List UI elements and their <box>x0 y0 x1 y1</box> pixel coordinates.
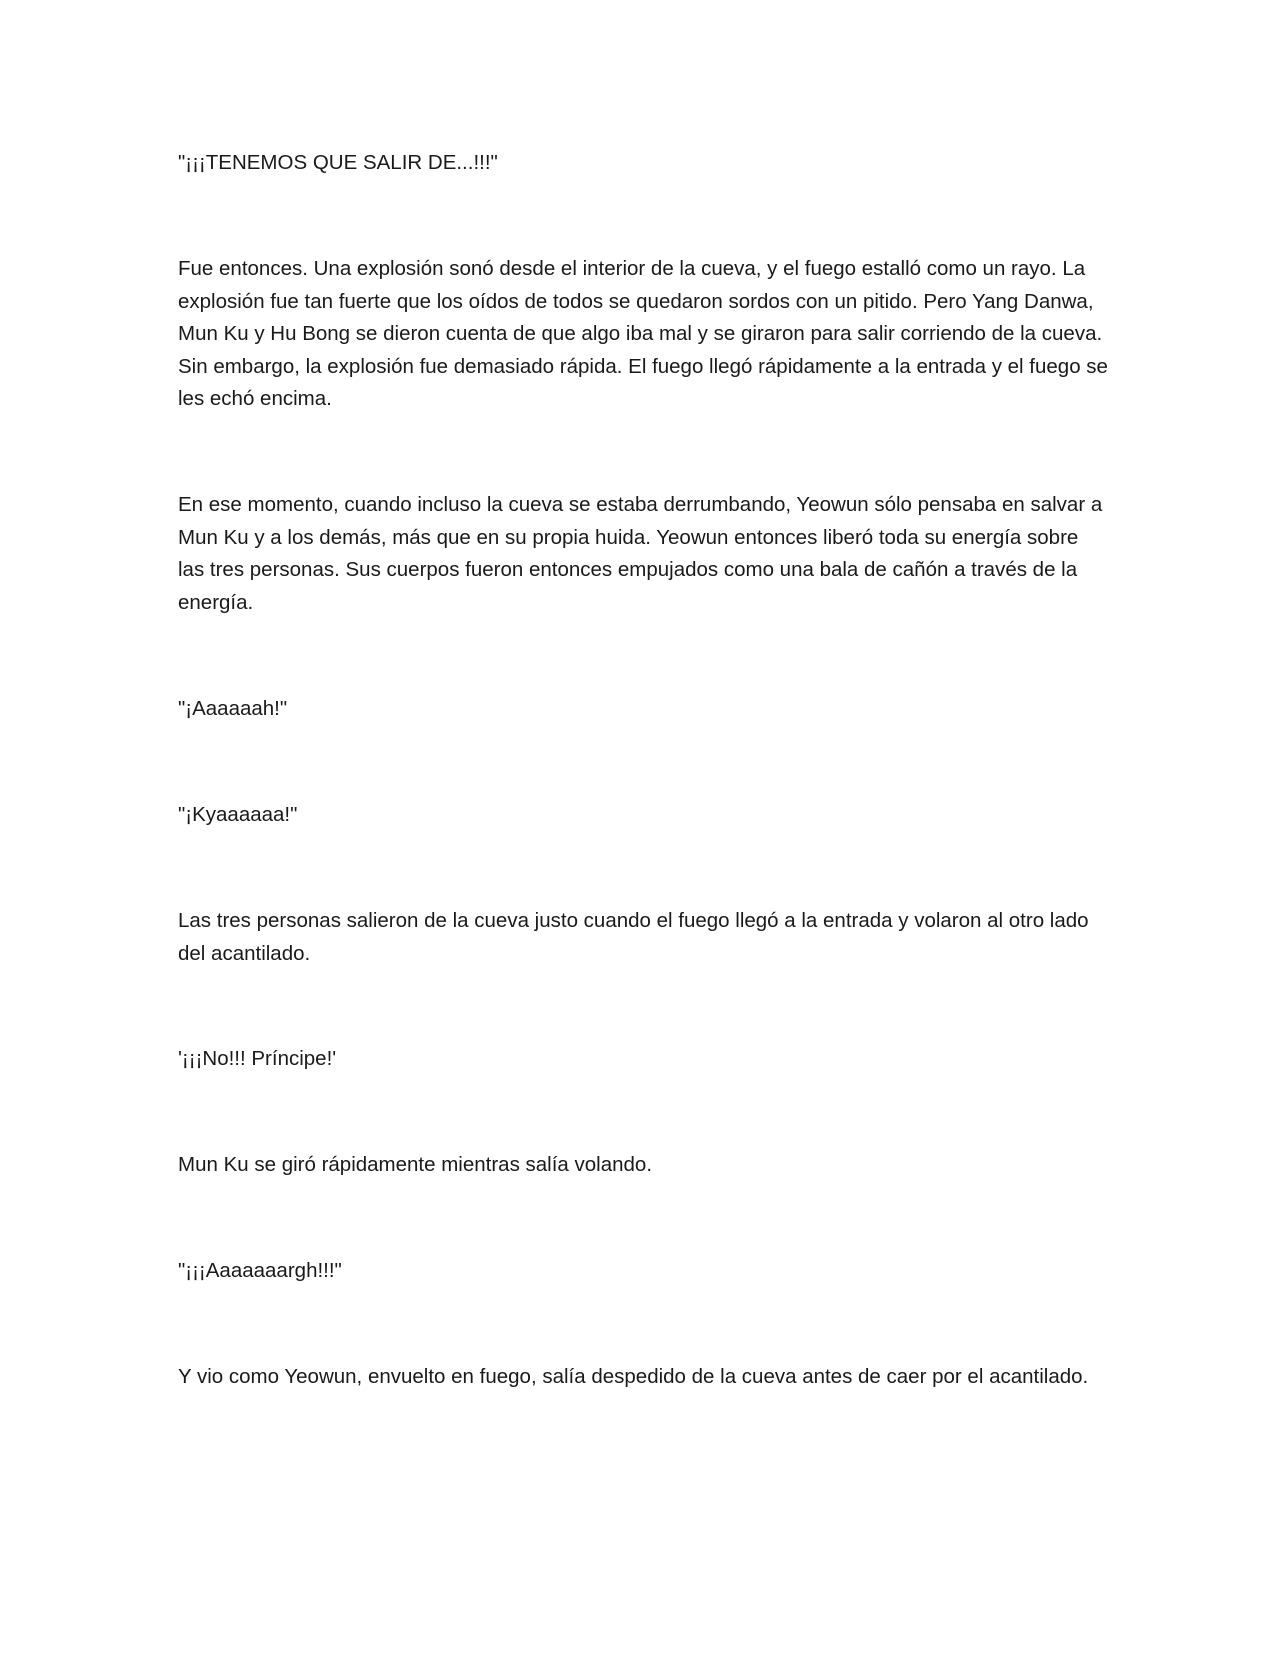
paragraph-explosion: Fue entonces. Una explosión sonó desde el interior de la cueva, y el fuego estalló como un rayo. La explosión fue tan fuerte que los oídos de todos se quedaron sordos con un pitido. Pero Yang Danwa, Mun Ku y Hu Bong se dieron cuenta de que algo iba mal y se giraron para salir corriendo de la cueva. Sin embargo, la explosión fue demasiado rápida. El fuego llegó rápidamente a la entrada y el fuego se les echó encima. <box>178 257 1108 410</box>
paragraph-shout-3: "¡Kyaaaaaa!" <box>178 803 298 826</box>
paragraph-thought: '¡¡¡No!!! Príncipe!' <box>178 1047 337 1070</box>
paragraph-mun-ku-turns: Mun Ku se giró rápidamente mientras salía volando. <box>178 1153 653 1176</box>
paragraph-yeowun-energy: En ese momento, cuando incluso la cueva se estaba derrumbando, Yeowun sólo pensaba en salvar a Mun Ku y a los demás, más que en su propia huida. Yeowun entonces liberó toda su energía sobre las tres personas. Sus cuerpos fueron entonces empujados como una bala de cañón a través de la energía. <box>178 493 1103 614</box>
paragraph-yeowun-falls: Y vio como Yeowun, envuelto en fuego, salía despedido de la cueva antes de caer por el acantilado. <box>178 1365 1089 1388</box>
paragraph-shout-1: "¡¡¡TENEMOS QUE SALIR DE...!!!" <box>178 151 498 174</box>
paragraph-shout-4: "¡¡¡Aaaaaaargh!!!" <box>178 1259 342 1282</box>
paragraph-escape: Las tres personas salieron de la cueva justo cuando el fuego llegó a la entrada y volaron al otro lado del acantilado. <box>178 909 1089 965</box>
paragraph-shout-2: "¡Aaaaaah!" <box>178 697 288 720</box>
